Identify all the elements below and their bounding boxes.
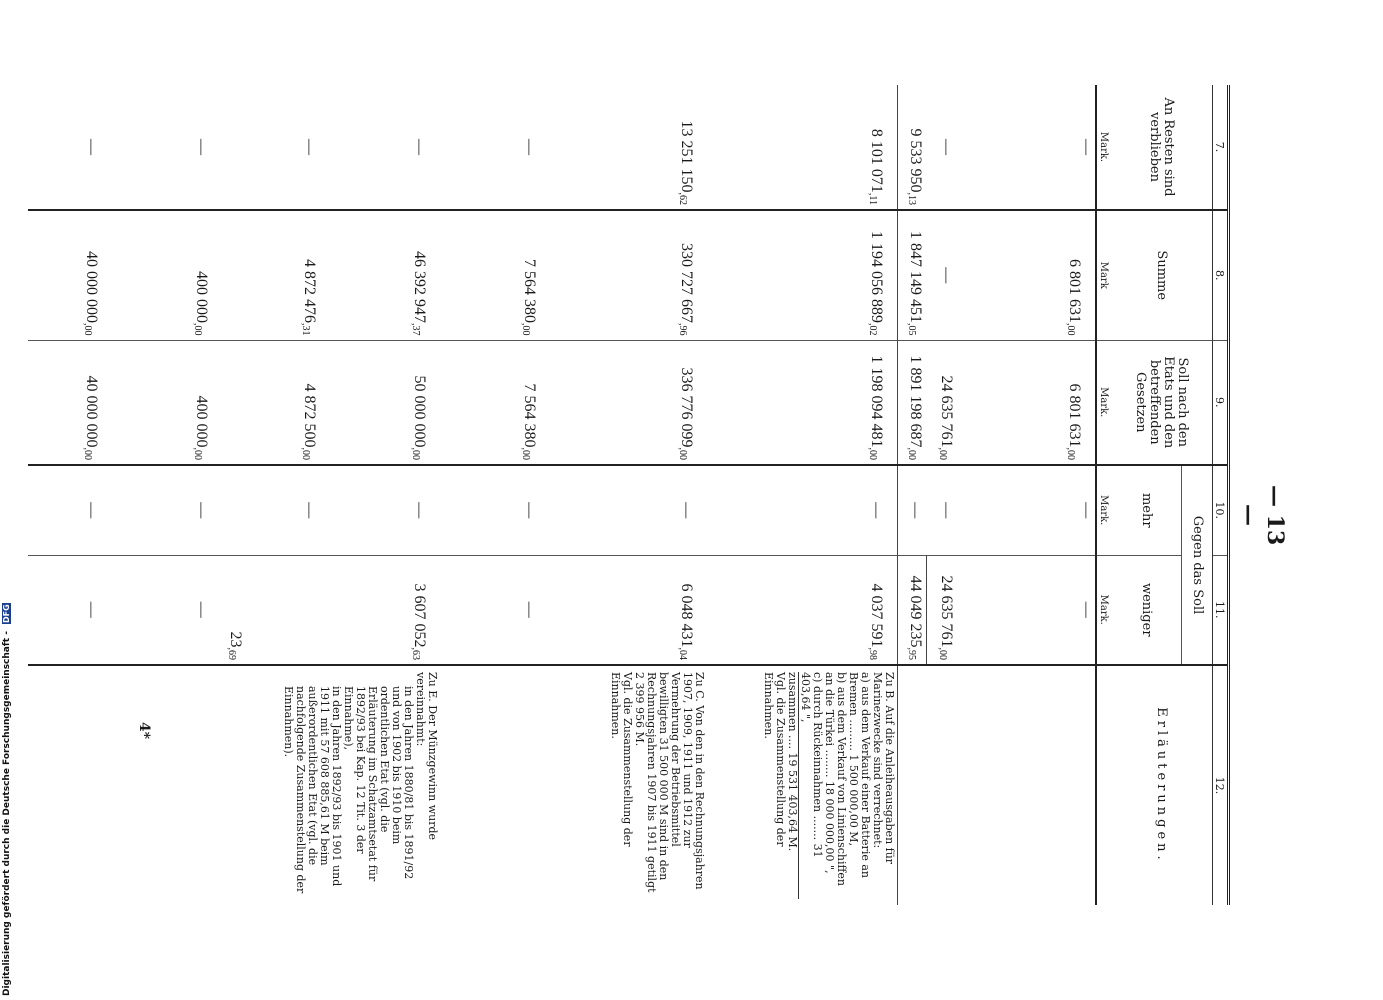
colnum-7: 7. (1213, 85, 1229, 210)
cell-sum (28, 210, 112, 340)
column-number-row (1213, 85, 1229, 905)
cell-value: 1 891 198 687 (907, 355, 925, 448)
cell-dash: — (927, 210, 958, 340)
cell-sum (957, 210, 1096, 340)
note-line: Zu E. Der Münzgewinn wurde vereinnahmt: (414, 672, 439, 841)
cell-sum (550, 210, 707, 340)
unit-11: Mark. (1096, 555, 1111, 665)
credit-text: Digitalisierung gefördert durch die Deutsche Forschungsgemeinschaft - (2, 631, 12, 996)
cell-fraction: ,00 (520, 447, 531, 460)
cell-remaining (707, 85, 898, 210)
cell-target (330, 340, 440, 465)
cell-sum (898, 210, 927, 340)
cell-fraction: ,00 (1065, 323, 1076, 336)
cell-value: 6 801 631 (1066, 383, 1083, 448)
cell-value: 330 727 667 (678, 243, 695, 323)
cell-dash: — (222, 465, 330, 555)
unit-7: Mark. (1096, 85, 1111, 210)
cell-fraction: ,00 (867, 447, 878, 460)
cell-fraction: ,00 (677, 447, 688, 460)
cell-target (112, 340, 222, 465)
cell-less (550, 555, 707, 665)
note-c (550, 665, 707, 905)
colnum-10: 10. (1213, 465, 1229, 555)
cell-less (707, 555, 898, 665)
cell-fraction: ,00 (82, 447, 93, 460)
cell-dash: — (938, 139, 955, 155)
cell-fraction: ,00 (192, 323, 203, 336)
header-remaining: An Resten sind verblieben (1147, 97, 1177, 197)
cell-remaining (898, 85, 927, 210)
cell-value: 4 872 500 (301, 383, 318, 448)
cell-dash: — (957, 465, 1096, 555)
cell-fraction: ,69 (226, 647, 237, 660)
cell-sum (330, 210, 440, 340)
cell-dash: — (411, 139, 428, 155)
cell-value: 23 (227, 631, 244, 648)
cell-fraction: ,00 (937, 647, 948, 660)
cell-fraction: ,00 (410, 447, 421, 460)
table-row (550, 85, 707, 905)
cell-dash: — (28, 465, 112, 555)
dfg-logo-icon: DFG (2, 604, 11, 623)
table-row (707, 85, 898, 905)
cell-value: 336 776 099 (678, 367, 695, 448)
cell-fraction: ,31 (300, 323, 311, 336)
cell-value: 7 564 380 (521, 259, 538, 323)
header-against-target: Gegen das Soll (1182, 465, 1213, 665)
cell-dash: — (440, 465, 550, 555)
signature-mark: 4* (136, 722, 152, 740)
cell-value: 44 049 235 (907, 575, 924, 648)
table-row (927, 85, 958, 905)
cell-value: 4 037 591 (868, 583, 885, 648)
cell-note-empty (28, 665, 112, 905)
cell-value: 13 251 150 (678, 120, 695, 193)
cell-target (957, 340, 1096, 465)
table-row (440, 85, 550, 905)
cell-value: 1 194 056 889 (868, 231, 885, 323)
note-e (222, 665, 440, 905)
cell-fraction: ,02 (867, 323, 878, 336)
cell-value: 40 000 000 (83, 375, 100, 448)
cell-target (28, 340, 112, 465)
cell-dash: — (440, 555, 550, 665)
cell-fraction: ,00 (1065, 447, 1076, 460)
ledger-table-rotated (82, 85, 1230, 905)
cell-value: 8 101 071 (868, 128, 885, 193)
cell-fraction: ,00 (82, 323, 93, 336)
cell-fraction: ,37 (410, 323, 421, 336)
cell-fraction: ,11 (867, 192, 878, 205)
cell-less (927, 555, 958, 665)
cell-value: 6 048 431 (678, 583, 695, 648)
cell-value: 400 000 (193, 395, 210, 448)
cell-fraction: ,04 (677, 647, 688, 660)
cell-value: 1 847 149 451 (907, 231, 925, 323)
cell-remaining (550, 85, 707, 210)
cell-fraction: ,13 (906, 192, 918, 205)
table-row (28, 85, 112, 905)
note-line: zusammen .... 19 531 403,64 M. (786, 672, 799, 852)
cell-note-empty (112, 665, 222, 905)
cell-note-empty (927, 665, 958, 905)
cell-value: 6 801 631 (1066, 259, 1083, 323)
cell-target (440, 340, 550, 465)
cell-dash: — (330, 465, 440, 555)
cell-value: 46 392 947 (411, 251, 428, 323)
cell-fraction: ,05 (906, 323, 918, 336)
note-line: Zu C. Von den in den Rechnungsjahren 1907, 1909, 1911 und 1912 zur Vermehrung der Betriebsmittel bewilligten 31 500 000 M sind in den Rechnungsjahren 1907 bis 1911 getilgt 2 399 956 M. (633, 672, 706, 893)
cell-value: 24 635 761 (938, 375, 955, 448)
cell-fraction: ,98 (867, 647, 878, 660)
cell-fraction: ,62 (677, 192, 688, 205)
header-target: Soll nach den Etats und den betreffenden Gesetzen (1111, 340, 1213, 465)
cell-less (330, 555, 440, 665)
ledger-table (28, 85, 1230, 905)
cell-target (707, 340, 898, 465)
cell-value: 9 533 950 (907, 128, 925, 193)
unit-10: Mark. (1096, 465, 1111, 555)
note-line: Vgl. die Zusammenstellung der Einnahmen. (762, 672, 787, 847)
cell-target (550, 340, 707, 465)
colnum-12: 12. (1213, 665, 1229, 905)
cell-fraction: ,95 (906, 647, 917, 660)
digitization-credit (2, 606, 16, 996)
table-row (330, 85, 440, 905)
header-more: mehr (1111, 465, 1182, 555)
unit-8: Mark (1096, 210, 1111, 340)
cell-fraction: ,00 (937, 447, 948, 460)
note-line: a) aus dem Verkauf einer Batterie an Bremen ......... 1 500 000,00 M, (847, 672, 872, 878)
cell-value: 50 000 000 (411, 375, 428, 448)
table-row (112, 85, 222, 905)
note-line: c) durch Rückeinnahmen ....... 31 403,64 ", (798, 672, 823, 899)
cell-fraction: ,96 (677, 323, 688, 336)
note-line: in den Jahren 1892/93 bis 1901 und 1911 mit 57 608 885,61 M beim außerordentlichen Etat (vgl. die nachfolgende Zusammenstellung der Einnahmen). (282, 686, 343, 894)
note-line: Vgl. die Zusammenstellung der Einnahmen. (609, 672, 634, 847)
cell-dash: — (521, 139, 538, 155)
cell-dash: — (707, 465, 898, 555)
cell-value: 400 000 (193, 271, 210, 323)
colnum-11: 11. (1213, 555, 1229, 665)
cell-dash: — (1078, 139, 1095, 155)
cell-value: 24 635 761 (938, 575, 955, 648)
cell-dash: — (28, 555, 112, 665)
cell-dash: — (193, 139, 210, 155)
header-sum: Summe (1111, 210, 1213, 340)
table-row (957, 85, 1096, 905)
cell-fraction: ,00 (906, 447, 918, 460)
cell-sum (222, 210, 330, 340)
colnum-8: 8. (1213, 210, 1229, 340)
cell-dash: — (550, 465, 707, 555)
header-less: weniger (1111, 555, 1182, 665)
note-b (707, 665, 898, 905)
cell-less (222, 555, 330, 665)
header-row (1182, 85, 1213, 905)
cell-dash: — (957, 555, 1096, 665)
cell-value: 4 872 476 (301, 259, 318, 323)
note-line: b) aus dem Verkauf von Linienschiffen an die Türkei ........ 18 000 000,00 ", (823, 672, 848, 886)
cell-value: 3 607 052 (411, 583, 428, 648)
cell-dash: — (301, 139, 318, 155)
cell-dash: — (112, 465, 222, 555)
unit-12 (1096, 665, 1111, 905)
cell-fraction: ,00 (520, 323, 531, 336)
header-notes: Erläuterungen. (1111, 665, 1213, 905)
cell-target (222, 340, 330, 465)
cell-target (898, 340, 927, 465)
cell-dash: — (898, 465, 927, 555)
cell-fraction: ,00 (300, 447, 311, 460)
cell-sum (440, 210, 550, 340)
unit-row (1096, 85, 1111, 905)
table-row-total (898, 85, 927, 905)
colnum-9: 9. (1213, 340, 1229, 465)
cell-sum (707, 210, 898, 340)
note-line: in den Jahren 1880/81 bis 1891/92 und von 1902 bis 1910 beim ordentlichen Etat (vgl. die Erläuterung im Schatzamtsetat für 1892/93 bei Kap. 12 Tit. 3 der Einnahme), (342, 686, 415, 882)
cell-value: 7 564 380 (521, 383, 538, 448)
cell-note-empty (898, 665, 927, 905)
cell-note-empty (440, 665, 550, 905)
unit-9: Mark. (1096, 340, 1111, 465)
cell-dash: — (112, 555, 222, 665)
cell-sum (112, 210, 222, 340)
cell-value: 1 198 094 481 (868, 355, 885, 448)
cell-dash: — (927, 465, 958, 555)
cell-fraction: ,63 (410, 647, 421, 660)
cell-less (898, 555, 927, 665)
cell-fraction: ,00 (192, 447, 203, 460)
cell-dash: — (83, 139, 100, 155)
cell-target (927, 340, 958, 465)
page-number-header: — 13 — (1236, 484, 1288, 546)
cell-value: 40 000 000 (83, 251, 100, 323)
note-line: Zu B. Auf die Anleiheausgaben für Marinezwecke sind verrechnet: (871, 672, 896, 865)
cell-note-empty (957, 665, 1096, 905)
